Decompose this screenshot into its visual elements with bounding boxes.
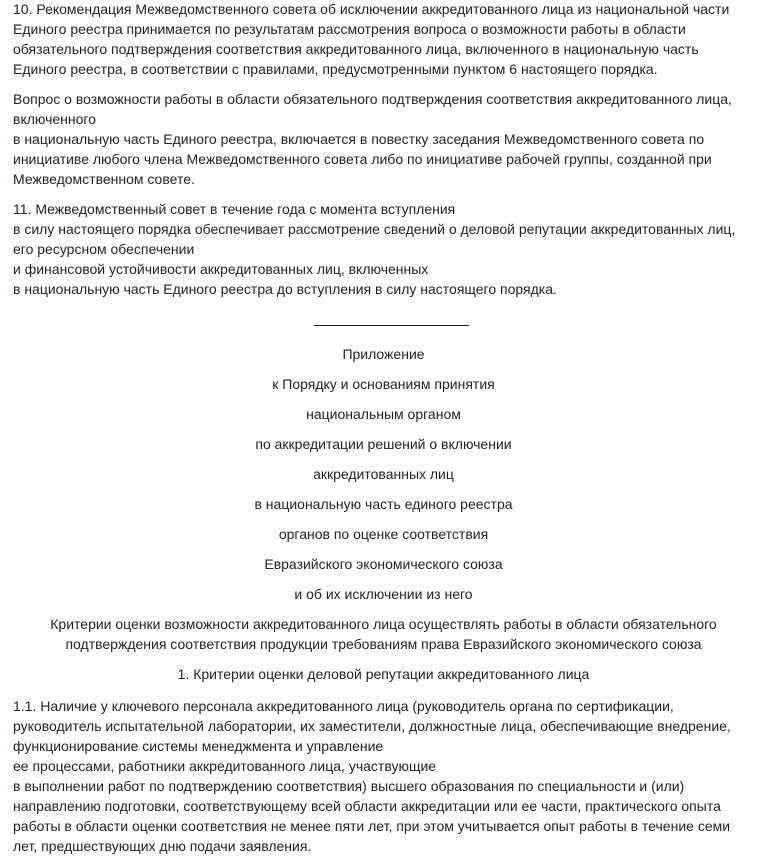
paragraph-1-1 xyxy=(13,696,754,856)
criteria-title xyxy=(13,614,754,654)
appendix-header xyxy=(13,344,754,604)
text-line: в выполнении работ по подтверждению соответствия) высшего образования по специальности и (или) xyxy=(13,778,685,794)
appendix-line: к Порядку и основаниям принятия xyxy=(272,376,495,392)
appendix-line: Евразийского экономического союза xyxy=(264,556,503,572)
title-line: Критерии оценки возможности аккредитованного лица осуществлять работы в области обязательного xyxy=(50,616,717,632)
text-line: инициативе любого члена Межведомственного совета либо по инициативе рабочей группы, созданной при xyxy=(13,151,712,167)
paragraph-11 xyxy=(13,199,754,299)
text-line: обязательного подтверждения соответствия аккредитованного лица, включенного в национальную часть xyxy=(13,41,699,57)
appendix-line: аккредитованных лиц xyxy=(313,466,454,482)
section-heading: 1. Критерии оценки деловой репутации аккредитованного лица xyxy=(177,666,590,682)
text-line: руководитель испытательной лаборатории, их заместители, должностные лица, обеспечивающие внедрение, xyxy=(13,718,731,734)
text-line: его ресурсном обеспечении xyxy=(13,241,195,257)
text-line: в силу настоящего порядка обеспечивает рассмотрение сведений о деловой репутации аккредитованных лиц, xyxy=(13,221,736,237)
title-line: подтверждения соответствия продукции требованиям права Евразийского экономического союза xyxy=(65,636,702,652)
appendix-line: по аккредитации решений о включении xyxy=(255,436,512,452)
appendix-line: Приложение xyxy=(342,346,425,362)
text-line: направлению подготовки, соответствующему всей области аккредитации или ее части, практического опыта xyxy=(13,798,721,814)
text-line: Вопрос о возможности работы в области обязательного подтверждения соответствия аккредитованного лица, xyxy=(13,91,732,107)
text-line: 1.1. Наличие у ключевого персонала аккредитованного лица (руководитель органа по сертификации, xyxy=(13,698,674,714)
appendix-line: и об их исключении из него xyxy=(294,586,473,602)
appendix-line: национальным органом xyxy=(306,406,461,422)
text-line: в национальную часть Единого реестра до вступления в силу настоящего порядка. xyxy=(13,281,557,297)
text-line: ее процессами, работники аккредитованного лица, участвующие xyxy=(13,758,437,774)
appendix-line: в национальную часть единого реестра xyxy=(254,496,513,512)
text-line: включенного xyxy=(13,111,96,127)
text-line: и финансовой устойчивости аккредитованных лиц, включенных xyxy=(13,261,429,277)
text-line: лет, предшествующих дню подачи заявления. xyxy=(13,838,312,854)
text-line: функционирование системы менеджмента и управление xyxy=(13,738,384,754)
text-line: в национальную часть Единого реестра, включается в повестку заседания Межведомственного совета по xyxy=(13,131,705,147)
text-line: работы в области оценки соответствия не менее пяти лет, при этом учитывается опыт работы в течение семи xyxy=(13,818,731,834)
paragraph-10 xyxy=(13,0,754,79)
paragraph-10-continued xyxy=(13,89,754,189)
text-line: 10. Рекомендация Межведомственного совета об исключении аккредитованного лица из национальной части xyxy=(13,1,730,17)
text-line: Межведомственном совете. xyxy=(13,171,195,187)
appendix-line: органов по оценке соответствия xyxy=(278,526,489,542)
text-line: Единого реестра принимается по результатам рассмотрения вопроса о возможности работы в области xyxy=(13,21,686,37)
text-line: Единого реестра, в соответствии с правилами, предусмотренными пунктом 6 настоящего порядка. xyxy=(13,61,658,77)
separator-line xyxy=(314,325,469,326)
text-line: 11. Межведомственный совет в течение года с момента вступления xyxy=(13,201,456,217)
